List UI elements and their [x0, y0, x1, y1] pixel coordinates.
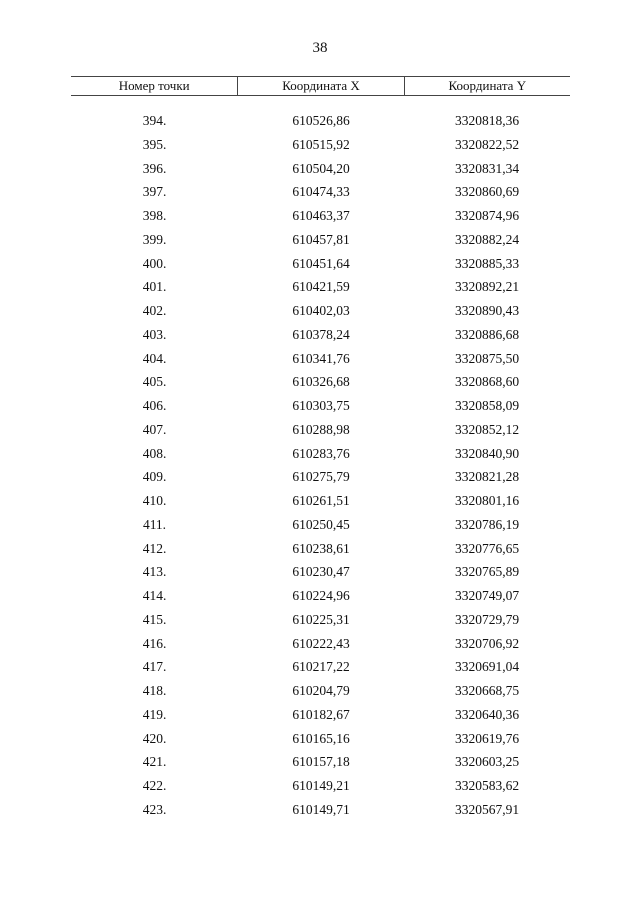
cell-coordinate-y: 3320892,21	[454, 279, 520, 295]
table-row	[71, 489, 570, 513]
cell-coordinate-x: 610204,79	[292, 683, 350, 698]
cell-coordinate-x: 610303,75	[292, 398, 350, 413]
cell-coordinate-y: 3320583,62	[454, 778, 520, 793]
cell-coordinate-y: 3320801,16	[454, 493, 520, 508]
cell-coordinate-x: 610222,43	[292, 635, 350, 651]
table-row	[71, 204, 570, 228]
table-row	[71, 513, 570, 537]
page-number: 38	[312, 40, 328, 56]
cell-coordinate-x: 610463,37	[292, 208, 350, 223]
cell-point-number: 396.	[142, 160, 167, 176]
cell-coordinate-x: 610230,47	[292, 564, 350, 580]
table-row	[71, 727, 570, 751]
cell-point-number: 421.	[142, 754, 167, 770]
cell-point-number: 399.	[142, 231, 167, 247]
table-row	[71, 394, 570, 418]
cell-coordinate-y: 3320640,36	[454, 706, 520, 722]
table-row	[71, 608, 570, 632]
table-row	[71, 157, 570, 181]
cell-point-number: 402.	[142, 303, 167, 318]
cell-point-number: 408.	[142, 445, 167, 461]
cell-point-number: 413.	[142, 564, 167, 580]
cell-coordinate-x: 610165,16	[292, 730, 350, 746]
cell-coordinate-y: 3320822,52	[454, 136, 520, 152]
cell-coordinate-y: 3320840,90	[454, 445, 520, 461]
table-row	[71, 370, 570, 394]
cell-coordinate-y: 3320852,12	[454, 421, 520, 437]
table-row	[71, 323, 570, 347]
cell-point-number: 418.	[142, 683, 167, 698]
cell-coordinate-x: 610182,67	[292, 706, 350, 722]
cell-point-number: 400.	[142, 255, 167, 271]
cell-coordinate-x: 610474,33	[292, 184, 350, 200]
cell-coordinate-y: 3320886,68	[454, 326, 520, 342]
header-point-number: Номер точки	[118, 78, 190, 93]
cell-coordinate-y: 3320776,65	[454, 540, 520, 556]
table-row	[71, 442, 570, 466]
cell-coordinate-x: 610457,81	[292, 231, 350, 247]
cell-point-number: 414.	[142, 588, 167, 603]
cell-point-number: 417.	[142, 659, 167, 675]
cell-coordinate-y: 3320765,89	[454, 564, 520, 580]
cell-coordinate-x: 610421,59	[292, 279, 350, 295]
cell-coordinate-y: 3320860,69	[454, 184, 520, 200]
cell-coordinate-x: 610402,03	[292, 303, 350, 318]
table-row	[71, 560, 570, 584]
cell-point-number: 419.	[142, 706, 167, 722]
cell-coordinate-y: 3320868,60	[454, 374, 520, 390]
cell-coordinate-x: 610149,71	[292, 801, 350, 817]
cell-point-number: 401.	[142, 279, 167, 295]
cell-coordinate-y: 3320874,96	[454, 208, 520, 223]
cell-coordinate-y: 3320885,33	[454, 255, 520, 271]
table-header	[71, 76, 570, 96]
cell-point-number: 423.	[142, 801, 167, 817]
coordinates-table	[71, 76, 570, 817]
table-row	[71, 750, 570, 774]
cell-point-number: 403.	[142, 326, 167, 342]
table-row	[71, 133, 570, 157]
cell-coordinate-x: 610326,68	[292, 374, 350, 390]
cell-point-number: 397.	[142, 184, 167, 200]
cell-coordinate-y: 3320875,50	[454, 350, 520, 366]
table-body	[71, 109, 570, 822]
cell-coordinate-y: 3320668,75	[454, 683, 520, 698]
cell-coordinate-y: 3320818,36	[454, 113, 520, 128]
cell-coordinate-y: 3320567,91	[454, 801, 520, 817]
cell-point-number: 411.	[142, 516, 167, 532]
cell-point-number: 407.	[142, 421, 167, 437]
cell-coordinate-x: 610341,76	[292, 350, 350, 366]
cell-coordinate-y: 3320858,09	[454, 398, 520, 413]
table-row	[71, 275, 570, 299]
cell-coordinate-y: 3320890,43	[454, 303, 520, 318]
cell-coordinate-y: 3320619,76	[454, 730, 520, 746]
table-row	[71, 252, 570, 276]
table-row	[71, 347, 570, 371]
cell-point-number: 405.	[142, 374, 167, 390]
table-row	[71, 109, 570, 133]
cell-coordinate-x: 610217,22	[292, 659, 350, 675]
cell-coordinate-x: 610157,18	[292, 754, 350, 770]
cell-coordinate-y: 3320729,79	[454, 611, 520, 627]
header-coordinate-x: Координата X	[237, 77, 403, 95]
cell-coordinate-x: 610225,31	[292, 611, 350, 627]
cell-point-number: 412.	[142, 540, 167, 556]
table-row	[71, 703, 570, 727]
table-row	[71, 774, 570, 798]
table-row	[71, 537, 570, 561]
cell-point-number: 395.	[142, 136, 167, 152]
table-row	[71, 632, 570, 656]
cell-point-number: 420.	[142, 730, 167, 746]
cell-coordinate-y: 3320821,28	[454, 469, 520, 485]
table-row	[71, 679, 570, 703]
table-row	[71, 465, 570, 489]
cell-coordinate-x: 610526,86	[292, 113, 350, 128]
table-row	[71, 584, 570, 608]
cell-coordinate-x: 610283,76	[292, 445, 350, 461]
cell-coordinate-y: 3320691,04	[454, 659, 520, 675]
cell-point-number: 398.	[142, 208, 167, 223]
cell-coordinate-x: 610378,24	[292, 326, 350, 342]
cell-coordinate-x: 610288,98	[292, 421, 350, 437]
cell-coordinate-y: 3320882,24	[454, 231, 520, 247]
cell-coordinate-y: 3320603,25	[454, 754, 520, 770]
cell-coordinate-x: 610451,64	[292, 255, 350, 271]
header-coordinate-y: Координата Y	[404, 77, 570, 95]
table-row	[71, 180, 570, 204]
cell-coordinate-x: 610238,61	[292, 540, 350, 556]
cell-coordinate-x: 610224,96	[292, 588, 350, 603]
cell-coordinate-x: 610261,51	[292, 493, 350, 508]
cell-coordinate-x: 610504,20	[292, 160, 350, 176]
cell-point-number: 422.	[142, 778, 167, 793]
cell-coordinate-x: 610250,45	[292, 516, 350, 532]
cell-coordinate-x: 610275,79	[292, 469, 350, 485]
table-row	[71, 228, 570, 252]
cell-point-number: 416.	[142, 635, 167, 651]
cell-coordinate-y: 3320831,34	[454, 160, 520, 176]
cell-coordinate-y: 3320786,19	[454, 516, 520, 532]
cell-point-number: 415.	[142, 611, 167, 627]
table-row	[71, 418, 570, 442]
cell-coordinate-x: 610149,21	[292, 778, 350, 793]
cell-point-number: 409.	[142, 469, 167, 485]
table-row	[71, 655, 570, 679]
cell-point-number: 410.	[142, 493, 167, 508]
table-row	[71, 798, 570, 822]
cell-coordinate-y: 3320706,92	[454, 635, 520, 651]
cell-coordinate-y: 3320749,07	[454, 588, 520, 603]
cell-point-number: 394.	[142, 113, 167, 128]
cell-point-number: 404.	[142, 350, 167, 366]
cell-point-number: 406.	[142, 398, 167, 413]
table-row	[71, 299, 570, 323]
cell-coordinate-x: 610515,92	[292, 136, 350, 152]
